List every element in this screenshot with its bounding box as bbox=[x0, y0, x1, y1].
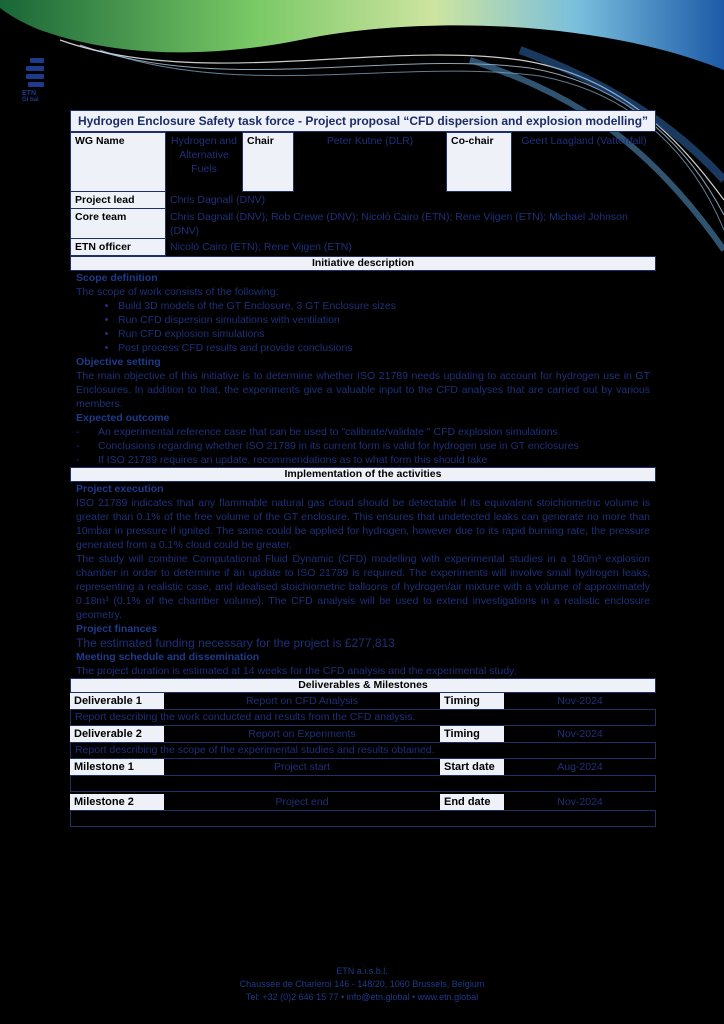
list-item: • Run CFD explosion simulations bbox=[118, 327, 656, 341]
cochair-label: Co-chair bbox=[447, 133, 512, 192]
table-row bbox=[70, 693, 656, 709]
list-item: - Conclusions regarding whether ISO 21789 in its current form is valid for hydrogen use in GT enclosures bbox=[76, 439, 656, 453]
list-item: - An experimental reference case that can be used to "calibrate/validate " CFD explosion simulations bbox=[76, 425, 656, 439]
milestone-2-date: Nov-2024 bbox=[557, 796, 603, 808]
deliverables-table bbox=[70, 693, 656, 827]
cochair-value: Geert Laagland (Vattenfall) bbox=[521, 134, 647, 147]
implementation-heading: Implementation of the activities bbox=[70, 467, 656, 482]
objective-title: Objective setting bbox=[76, 356, 161, 368]
project-lead-label: Project lead bbox=[71, 192, 166, 209]
schedule-title: Meeting schedule and dissemination bbox=[76, 651, 260, 663]
schedule-text: The project duration is estimated at 14 weeks for the CFD analysis and the experimental study. bbox=[76, 665, 517, 677]
deliverable-2-name: Report on Experiments bbox=[248, 728, 356, 740]
milestone-1-date: Aug-2024 bbox=[557, 761, 603, 773]
footer-contact: Tel: +32 (0)2 646 15 77 • info@etn.global • www.etn.global bbox=[245, 992, 479, 1002]
deliverable-1-description: Report describing the work conducted and results from the CFD analysis. bbox=[70, 709, 656, 726]
chair-label: Chair bbox=[243, 133, 294, 192]
execution-title: Project execution bbox=[76, 483, 164, 495]
page-footer bbox=[0, 965, 724, 1004]
deliverable-1-label: Deliverable 1 bbox=[70, 693, 164, 709]
scope-title: Scope definition bbox=[76, 272, 158, 284]
project-lead-value: Chris Dagnall (DNV) bbox=[170, 194, 266, 206]
deliverable-1-date: Nov-2024 bbox=[557, 695, 603, 707]
core-team-label: Core team bbox=[71, 209, 166, 239]
proposal-document bbox=[70, 110, 656, 827]
logo-text: ETN bbox=[22, 90, 36, 97]
wg-name-label: WG Name bbox=[71, 133, 166, 192]
scope-intro: The scope of work consists of the following: bbox=[76, 286, 279, 298]
table-row bbox=[70, 726, 656, 742]
list-item: • Build 3D models of the GT Enclosure, 3 GT Enclosure sizes bbox=[118, 299, 656, 313]
table-row bbox=[70, 759, 656, 775]
deliverables-heading: Deliverables & Milestones bbox=[70, 678, 656, 693]
finances-text: The estimated funding necessary for the project is £277,813 bbox=[76, 636, 395, 650]
execution-paragraph-2: The study will combine Computational Fluid Dynamic (CFD) modelling with experimental studies in a 180m³ explosion chamber in order to determine if an update to ISO 21789 is required. The experiments will involve small hydrogen leaks, representing a realistic case, and idealised stoichiometric balloons of hydrogen/air mixture with a volume of approximately 0.18m³ (0.1% of the chamber volume). The CFD analysis will be used to extend investigations in a realistic enclosure geometry. bbox=[76, 553, 650, 621]
milestone-1-name: Project start bbox=[273, 761, 331, 773]
scope-list bbox=[70, 299, 656, 355]
document-title: Hydrogen Enclosure Safety task force - Project proposal “CFD dispersion and explosion modelling” bbox=[70, 110, 656, 132]
etn-officer-label: ETN officer bbox=[71, 239, 166, 256]
chair-value: Peter Kutne (DLR) bbox=[326, 134, 414, 147]
milestone-1-label: Milestone 1 bbox=[70, 759, 164, 775]
list-item: - If ISO 21789 requires an update, recommendations as to what form this should take bbox=[76, 453, 656, 467]
initiative-heading: Initiative description bbox=[70, 256, 656, 271]
milestone-2-description bbox=[70, 810, 656, 827]
deliverable-1-date-label: Timing bbox=[440, 693, 504, 709]
deliverable-2-date-label: Timing bbox=[440, 726, 504, 742]
deliverable-1-name: Report on CFD Analysis bbox=[245, 695, 359, 707]
milestone-1-description bbox=[70, 775, 656, 792]
footer-address: Chaussée de Charleroi 146 - 148/20, 1060 Brussels, Belgium bbox=[239, 979, 485, 989]
logo-subtext: Gl bal bbox=[22, 97, 39, 103]
milestone-2-date-label: End date bbox=[440, 794, 504, 810]
outcome-title: Expected outcome bbox=[76, 412, 170, 424]
finances-title: Project finances bbox=[76, 623, 158, 635]
deliverable-2-description: Report describing the scope of the experimental studies and results obtained. bbox=[70, 742, 656, 759]
objective-text: The main objective of this initiative is to determine whether ISO 21789 needs updating to account for hydrogen use in GT Enclosures. In addition to that, the experiments give a valuable input to the CFD analyses that are carried out by various members. bbox=[76, 370, 650, 410]
project-info-table bbox=[70, 132, 656, 256]
milestone-1-date-label: Start date bbox=[440, 759, 504, 775]
milestone-2-name: Project end bbox=[275, 796, 329, 808]
outcome-list bbox=[70, 425, 656, 467]
milestone-2-label: Milestone 2 bbox=[70, 794, 164, 810]
etn-officer-value: Nicolò Cairo (ETN); Rene Vijgen (ETN) bbox=[170, 240, 352, 253]
deliverable-2-label: Deliverable 2 bbox=[70, 726, 164, 742]
execution-paragraph-1: ISO 21789 indicates that any flammable natural gas cloud should be detectable if its equivalent stoichiometric volume is greater than 0.1% of the free volume of the GT enclosure. This ensures that undetected leaks can generate no more than 10mbar in pressure if ignited. The same could be applied for hydrogen, however due to its rapid burning rate, the pressure generated from a 0.1% cloud could be greater. bbox=[76, 497, 650, 551]
deliverable-2-date: Nov-2024 bbox=[557, 728, 603, 740]
footer-org: ETN a.i.s.b.l. bbox=[336, 966, 388, 976]
list-item: • Run CFD dispersion simulations with ventilation bbox=[118, 313, 656, 327]
table-row bbox=[70, 794, 656, 810]
etn-logo bbox=[22, 58, 48, 103]
list-item: • Post process CFD results and provide conclusions bbox=[118, 341, 656, 355]
wg-name-value: Hydrogen and Alternative Fuels bbox=[171, 134, 237, 175]
core-team-value: Chris Dagnall (DNV); Rob Crewe (DNV); Nicolò Cairo (ETN); Rene Vijgen (ETN); Michael Johnson (DNV) bbox=[170, 210, 628, 237]
